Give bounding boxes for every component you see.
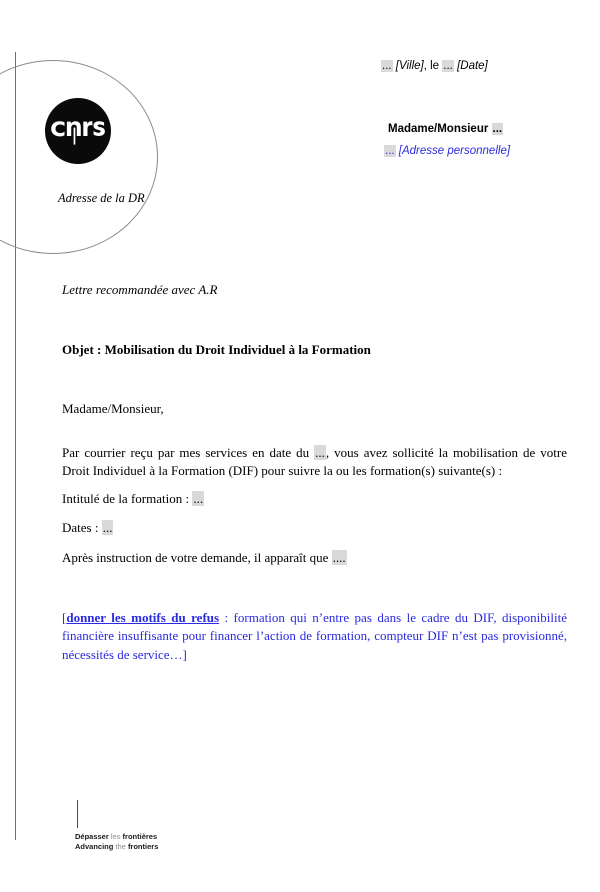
recipient-address-label: [Adresse personnelle] (398, 145, 511, 157)
decision-placeholder[interactable]: .... (332, 550, 346, 565)
training-title-placeholder[interactable]: ... (193, 491, 204, 506)
registered-mail-mention: Lettre recommandée avec A.R (62, 282, 218, 297)
city-date-separator: , le (423, 60, 443, 72)
footer-tagline-fr-word3: frontières (122, 832, 158, 841)
footer-tagline-fr (75, 832, 158, 842)
training-title-line (62, 491, 204, 507)
refusal-open-bracket: [ (62, 610, 67, 625)
city-date-line (381, 60, 488, 72)
recipient-address-placeholder[interactable]: ... (385, 145, 395, 157)
cnrs-wordmark-icon (45, 115, 111, 147)
recipient-name-line (388, 123, 503, 135)
refusal-reason-lead: donner les motifs du refus (66, 610, 220, 625)
cnrs-logo-icon (45, 98, 111, 164)
training-dates-placeholder[interactable]: ... (102, 520, 113, 535)
request-date-placeholder[interactable]: ... (315, 445, 325, 460)
footer-tagline-en-word1: Advancing (75, 842, 114, 852)
request-paragraph (62, 444, 567, 480)
footer-tagline-fr-word2: les (108, 832, 123, 841)
city-placeholder[interactable]: ... (382, 60, 392, 72)
refusal-reasons-paragraph (62, 609, 567, 664)
request-text-before: Par courrier reçu par mes services en date du (62, 445, 315, 460)
training-dates-label: Dates : (62, 520, 102, 535)
subject-line: Objet : Mobilisation du Droit Individuel à la Formation (62, 342, 371, 357)
training-title-label: Intitulé de la formation : (62, 491, 193, 506)
training-dates-line (62, 520, 113, 536)
date-placeholder[interactable]: ... (443, 60, 453, 72)
footer-tagline-fr-word1: Dépasser (75, 832, 109, 841)
request-text-after: , vous avez sollicité la mobilisation de votre Droit Individuel à la Formation (DIF) pour suivre la ou les formation(s) suivante(s) : (62, 445, 568, 478)
decision-label: Après instruction de votre demande, il apparaît que (62, 550, 332, 565)
date-label: [Date] (457, 60, 488, 72)
refusal-reason-text: : formation qui n’entre pas dans le cadre du DIF, disponibilité financière insuffisante pour financer l’action de formation, compteur DIF n’est pas provisionné, nécessités de service…] (62, 610, 568, 662)
recipient-name-placeholder[interactable]: ... (492, 123, 503, 135)
footer-tagline-en-word3: frontiers (127, 842, 159, 852)
footer-tagline-en-word2: the (113, 842, 128, 852)
footer-rule (77, 800, 78, 828)
city-label: [Ville] (395, 60, 424, 72)
decision-line (62, 550, 347, 566)
recipient-name-label: Madame/Monsieur (388, 123, 489, 135)
footer-tagline (75, 832, 158, 852)
footer-tagline-en (75, 842, 158, 852)
dr-address-label: Adresse de la DR (58, 191, 145, 205)
recipient-address-line (384, 145, 510, 157)
salutation-line: Madame/Monsieur, (62, 401, 164, 416)
